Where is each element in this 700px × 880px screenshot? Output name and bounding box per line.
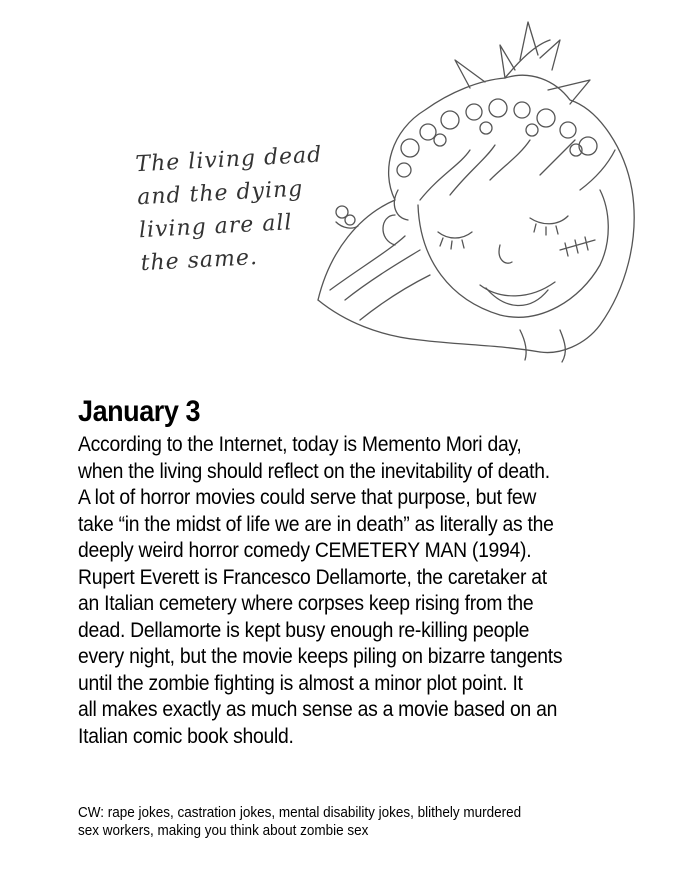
body-line: every night, but the movie keeps piling on bizarre tangents (78, 644, 563, 668)
body-line: Italian comic book should. (78, 723, 294, 748)
caption-line: and the dying (136, 176, 304, 211)
entry-title: January 3 (78, 395, 201, 428)
caption-line: The living dead (134, 142, 323, 178)
content-warning (78, 804, 636, 840)
caption-line: living are all (138, 210, 294, 244)
body-line: take “in the midst of life we are in death” as literally as the (78, 511, 554, 536)
entry-body (78, 431, 647, 749)
content-warning-line: CW: rape jokes, castration jokes, mental disability jokes, blithely murdered (78, 804, 522, 821)
caption-line: the same. (140, 245, 259, 277)
body-line: According to the Internet, today is Memento Mori day, (78, 432, 522, 456)
content-warning-line: sex workers, making you think about zombie sex (78, 822, 369, 839)
pencil-sketch-girl-with-flower-crown-icon (0, 0, 700, 380)
body-line: A lot of horror movies could serve that purpose, but few (78, 485, 537, 509)
body-line: all makes exactly as much sense as a movie based on an (78, 697, 558, 721)
body-line: deeply weird horror comedy CEMETERY MAN (1994). (78, 538, 532, 562)
body-line: dead. Dellamorte is kept busy enough re-killing people (78, 617, 530, 642)
body-line: when the living should reflect on the inevitability of death. (78, 458, 550, 483)
body-line: until the zombie fighting is almost a minor plot point. It (78, 670, 523, 695)
body-line: Rupert Everett is Francesco Dellamorte, the caretaker at (78, 564, 547, 589)
illustration-caption (135, 138, 342, 280)
body-line: an Italian cemetery where corpses keep rising from the (78, 591, 534, 615)
